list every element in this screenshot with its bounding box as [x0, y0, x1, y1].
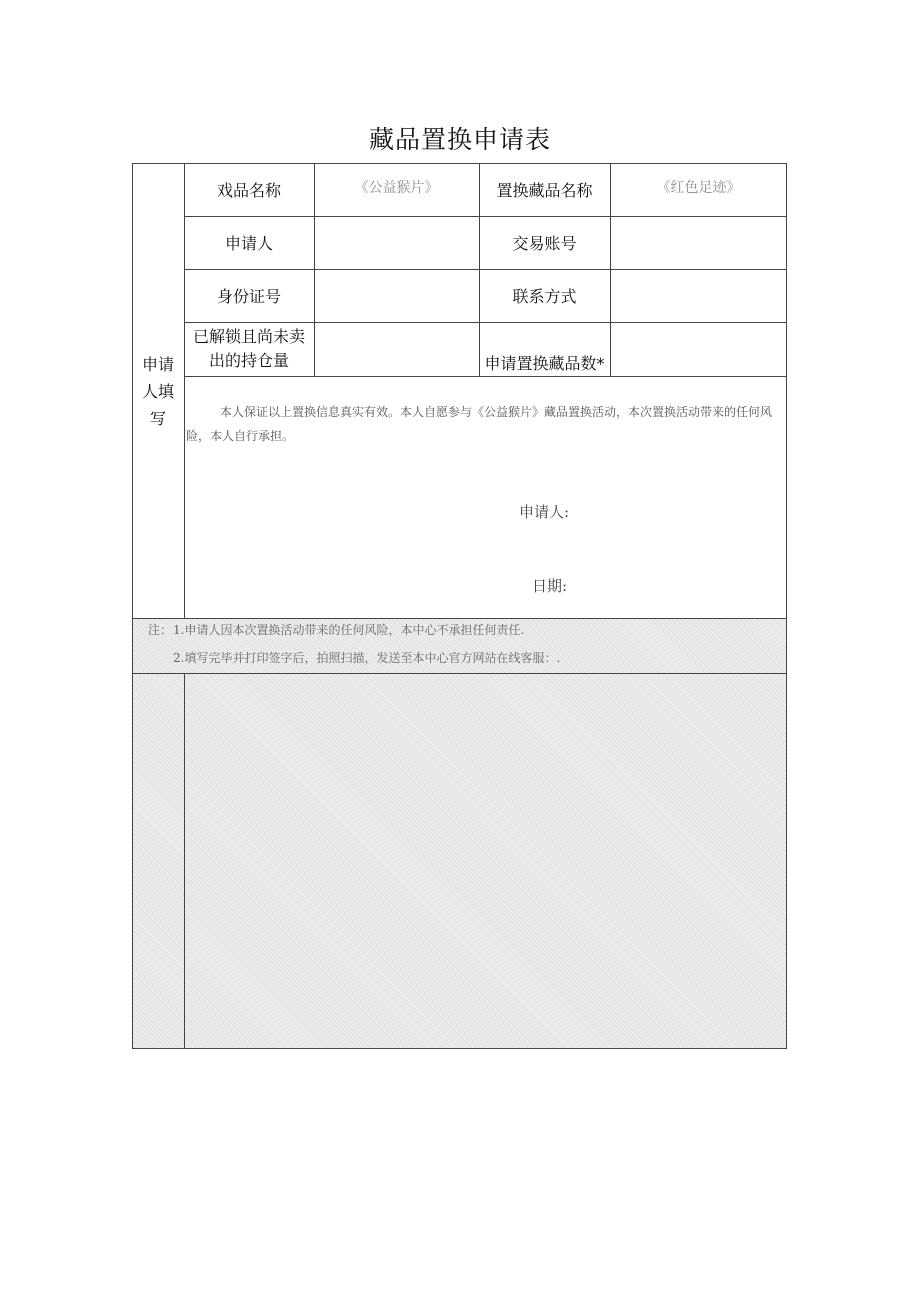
note-2: 2.填写完毕并打印签字后，拍照扫描，发送至本中心官方网站在线客服：. — [173, 651, 561, 665]
collectible-name-label: 戏品名称 — [216, 181, 281, 200]
page-title: 藏品置换申请表 — [368, 125, 551, 154]
divider — [184, 376, 787, 377]
applicant-signature-label: 申请人: — [519, 503, 570, 521]
exchange-name-label: 置换藏品名称 — [496, 181, 593, 200]
declaration-text: 本人保证以上置换信息真实有效。本人自愿参与《公益猴片》藏品置换活动，本次置换活动带来的任何风险，本人自行承担。 — [186, 405, 773, 443]
divider — [132, 618, 787, 619]
contact-label: 联系方式 — [512, 287, 577, 306]
exchange-name-field[interactable]: 《红色足迹》 — [656, 179, 741, 196]
unlocked-holdings-label: 已解锁且尚未卖出的持仓量 — [192, 327, 305, 370]
collectible-name-field[interactable]: 《公益猴片》 — [354, 179, 439, 196]
notes-prefix: 注： — [148, 623, 173, 637]
trade-account-field[interactable] — [610, 216, 787, 269]
application-form — [132, 163, 787, 1049]
unlocked-holdings-field[interactable] — [314, 322, 479, 376]
exchange-count-label: 申请置换藏品数* — [484, 354, 605, 373]
note-1: 1.申请人因本次置换活动带来的任何风险，本中心不承担任何责任. — [173, 623, 525, 637]
exchange-count-field[interactable] — [610, 322, 787, 376]
id-number-field[interactable] — [314, 269, 479, 322]
id-number-label: 身份证号 — [216, 287, 281, 306]
trade-account-label: 交易账号 — [512, 234, 577, 253]
section-label-cell — [132, 163, 184, 619]
divider — [132, 673, 787, 674]
divider — [184, 674, 185, 1049]
contact-field[interactable] — [610, 269, 787, 322]
applicant-label: 申请人 — [224, 234, 273, 253]
date-label: 日期: — [532, 577, 568, 595]
applicant-field[interactable] — [314, 216, 479, 269]
section-label: 申请人填写 — [141, 354, 174, 428]
